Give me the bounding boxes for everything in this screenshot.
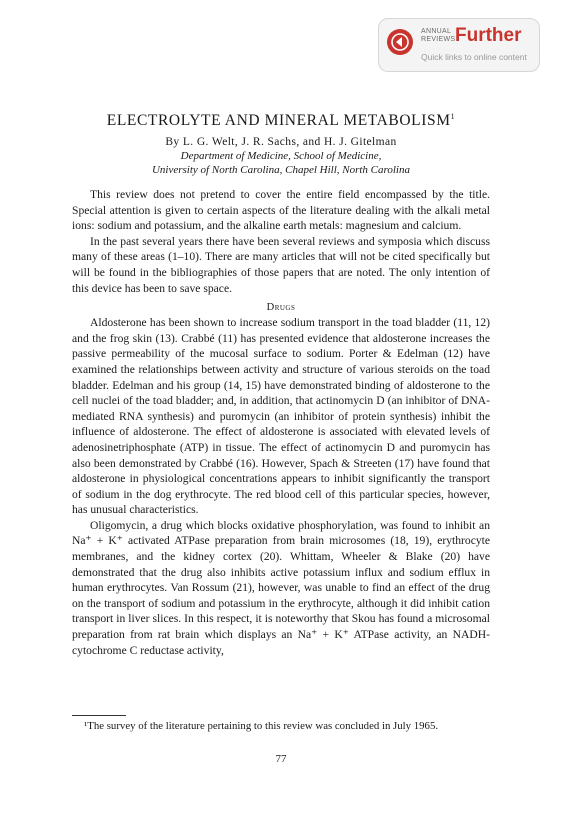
footnote-divider (72, 715, 126, 716)
page-number: 77 (275, 753, 287, 765)
drugs-paragraph-2: Oligomycin, a drug which blocks oxidative phosphorylation, was found to inhibit an Na⁺ + K⁺ activated ATPase preparation from brain microsomes (18, 19), erythrocyte membranes, and the kidney cortex (20). Whittam, Wheeler & Blake (20) have demonstrated that the drug also inhibits active potassium influx and sodium efflux in human erythrocytes. Van Rossum (21), however, was unable to find an effect of the drug on the transport of sodium and potassium in the erythrocyte, although it did inhibit cation transport in liver slices. In this respect, it is noteworthy that Skou has found a microsomal preparation from rat brain which displays an Na⁺ + K⁺ ATPase activity, an NADH-cytochrome C reductase activity, (72, 518, 490, 657)
section-heading-drugs: Drugs (266, 302, 296, 314)
badge-annual-text: ANNUAL (421, 28, 452, 35)
affiliation-line-1: Department of Medicine, School of Medicine, (180, 150, 382, 162)
article-title (72, 112, 490, 130)
intro-paragraph-1: This review does not pretend to cover the entire field encompassed by the title. Special attention is given to certain aspects of the literature dealing with the alkali metal ions: sodium and potassium, and the alkaline earth metals: magnesium and calcium. (72, 188, 490, 233)
drugs-paragraph-1: Aldosterone has been shown to increase sodium transport in the toad bladder (11, 12) and the frog skin (13). Crabbé (11) has presented evidence that aldosterone increases the passive permeability of the mucosal surface to sodium. Porter & Edelman (12) have examined the relationships between activity and structure of various steroids on the toad bladder. Edelman and his group (14, 15) have demonstrated binding of aldosterone to the cell nuclei of the toad bladder; and, in addition, that actinomycin D (an inhibitor of DNA-mediated RNA synthesis) and puromycin (an inhibitor of protein synthesis) inhibit the influence of aldosterone. The effect of aldosterone is associated with elevated levels of adenosinetriphosphate (ATP) in tissue. The effect of actinomycin D and puromycin has also been demonstrated by Crabbé (16). However, Spach & Streeten (17) have found that aldosterone in physiological concentrations appears to inhibit significantly the transport of sodium in the dog erythrocyte. The red blood cell of this particular species, however, has unusual characteristics. (72, 316, 490, 517)
article-title-text: ELECTROLYTE AND MINERAL METABOLISM (106, 112, 451, 129)
article-authors: By L. G. Welt, J. R. Sachs, and H. J. Gitelman (165, 136, 397, 148)
badge-publisher (421, 28, 455, 44)
footnote: ¹The survey of the literature pertaining to this review was concluded in July 1965. (84, 720, 439, 732)
title-footnote-mark: 1 (450, 111, 456, 121)
intro-paragraph-2: In the past several years there have been several reviews and symposia which discuss many of these areas (1–10). There are many articles that will not be cited specifically but will be found in the bibliographies of those papers that are noted. The only intention of this device has been to save space. (72, 234, 490, 295)
article-page (72, 112, 490, 658)
play-arrow-icon (387, 29, 413, 55)
badge-reviews-text: REVIEWS (421, 36, 456, 43)
annual-reviews-further-badge[interactable] (378, 18, 540, 72)
badge-tagline: Quick links to online content (421, 52, 527, 62)
badge-further-text: Further (455, 25, 522, 46)
affiliation-line-2: University of North Carolina, Chapel Hill, North Carolina (151, 163, 410, 176)
